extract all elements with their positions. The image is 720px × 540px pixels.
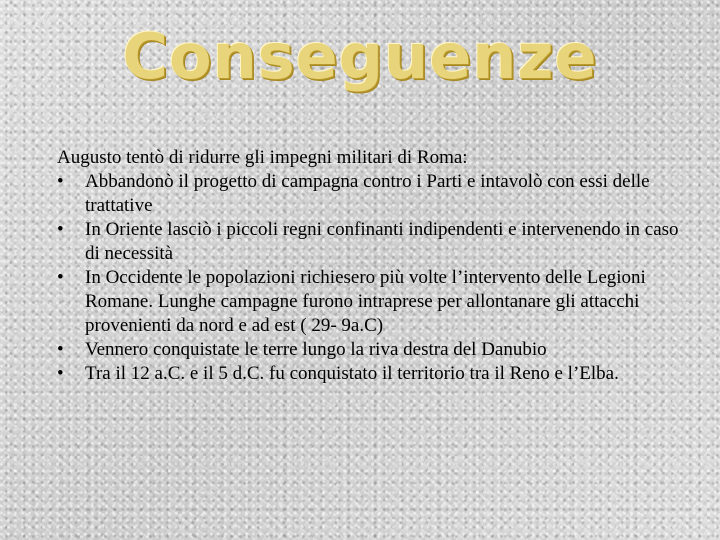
bullet-item xyxy=(57,218,697,266)
bullet-text: Vennero conquistate le terre lungo la riva destra del Danubio xyxy=(85,339,547,360)
bullet-item xyxy=(57,362,697,386)
slide-body xyxy=(57,146,697,386)
slide-title: Conseguenze xyxy=(122,20,598,93)
bullet-text: In Occidente le popolazioni richiesero più volte l’intervento delle Legioni Romane. Lunghe campagne furono intraprese per allontanare gli attacchi provenienti da nord e ad est ( 29- 9a.C) xyxy=(85,267,646,336)
bullet-text: Tra il 12 a.C. e il 5 d.C. fu conquistato il territorio tra il Reno e l’Elba. xyxy=(85,363,619,384)
bullet-dot-icon: • xyxy=(57,339,64,360)
bullet-dot-icon: • xyxy=(57,219,64,240)
bullet-dot-icon: • xyxy=(57,267,64,288)
bullet-item xyxy=(57,338,697,362)
bullet-item xyxy=(57,170,697,218)
intro-text: Augusto tentò di ridurre gli impegni militari di Roma: xyxy=(57,147,468,168)
bullet-list xyxy=(57,170,697,386)
bullet-text: Abbandonò il progetto di campagna contro i Parti e intavolò con essi delle trattative xyxy=(85,171,650,216)
bullet-dot-icon: • xyxy=(57,171,64,192)
bullet-text: In Oriente lasciò i piccoli regni confinanti indipendenti e intervenendo in caso di necessità xyxy=(85,219,679,264)
bullet-dot-icon: • xyxy=(57,363,64,384)
bullet-item xyxy=(57,266,697,338)
